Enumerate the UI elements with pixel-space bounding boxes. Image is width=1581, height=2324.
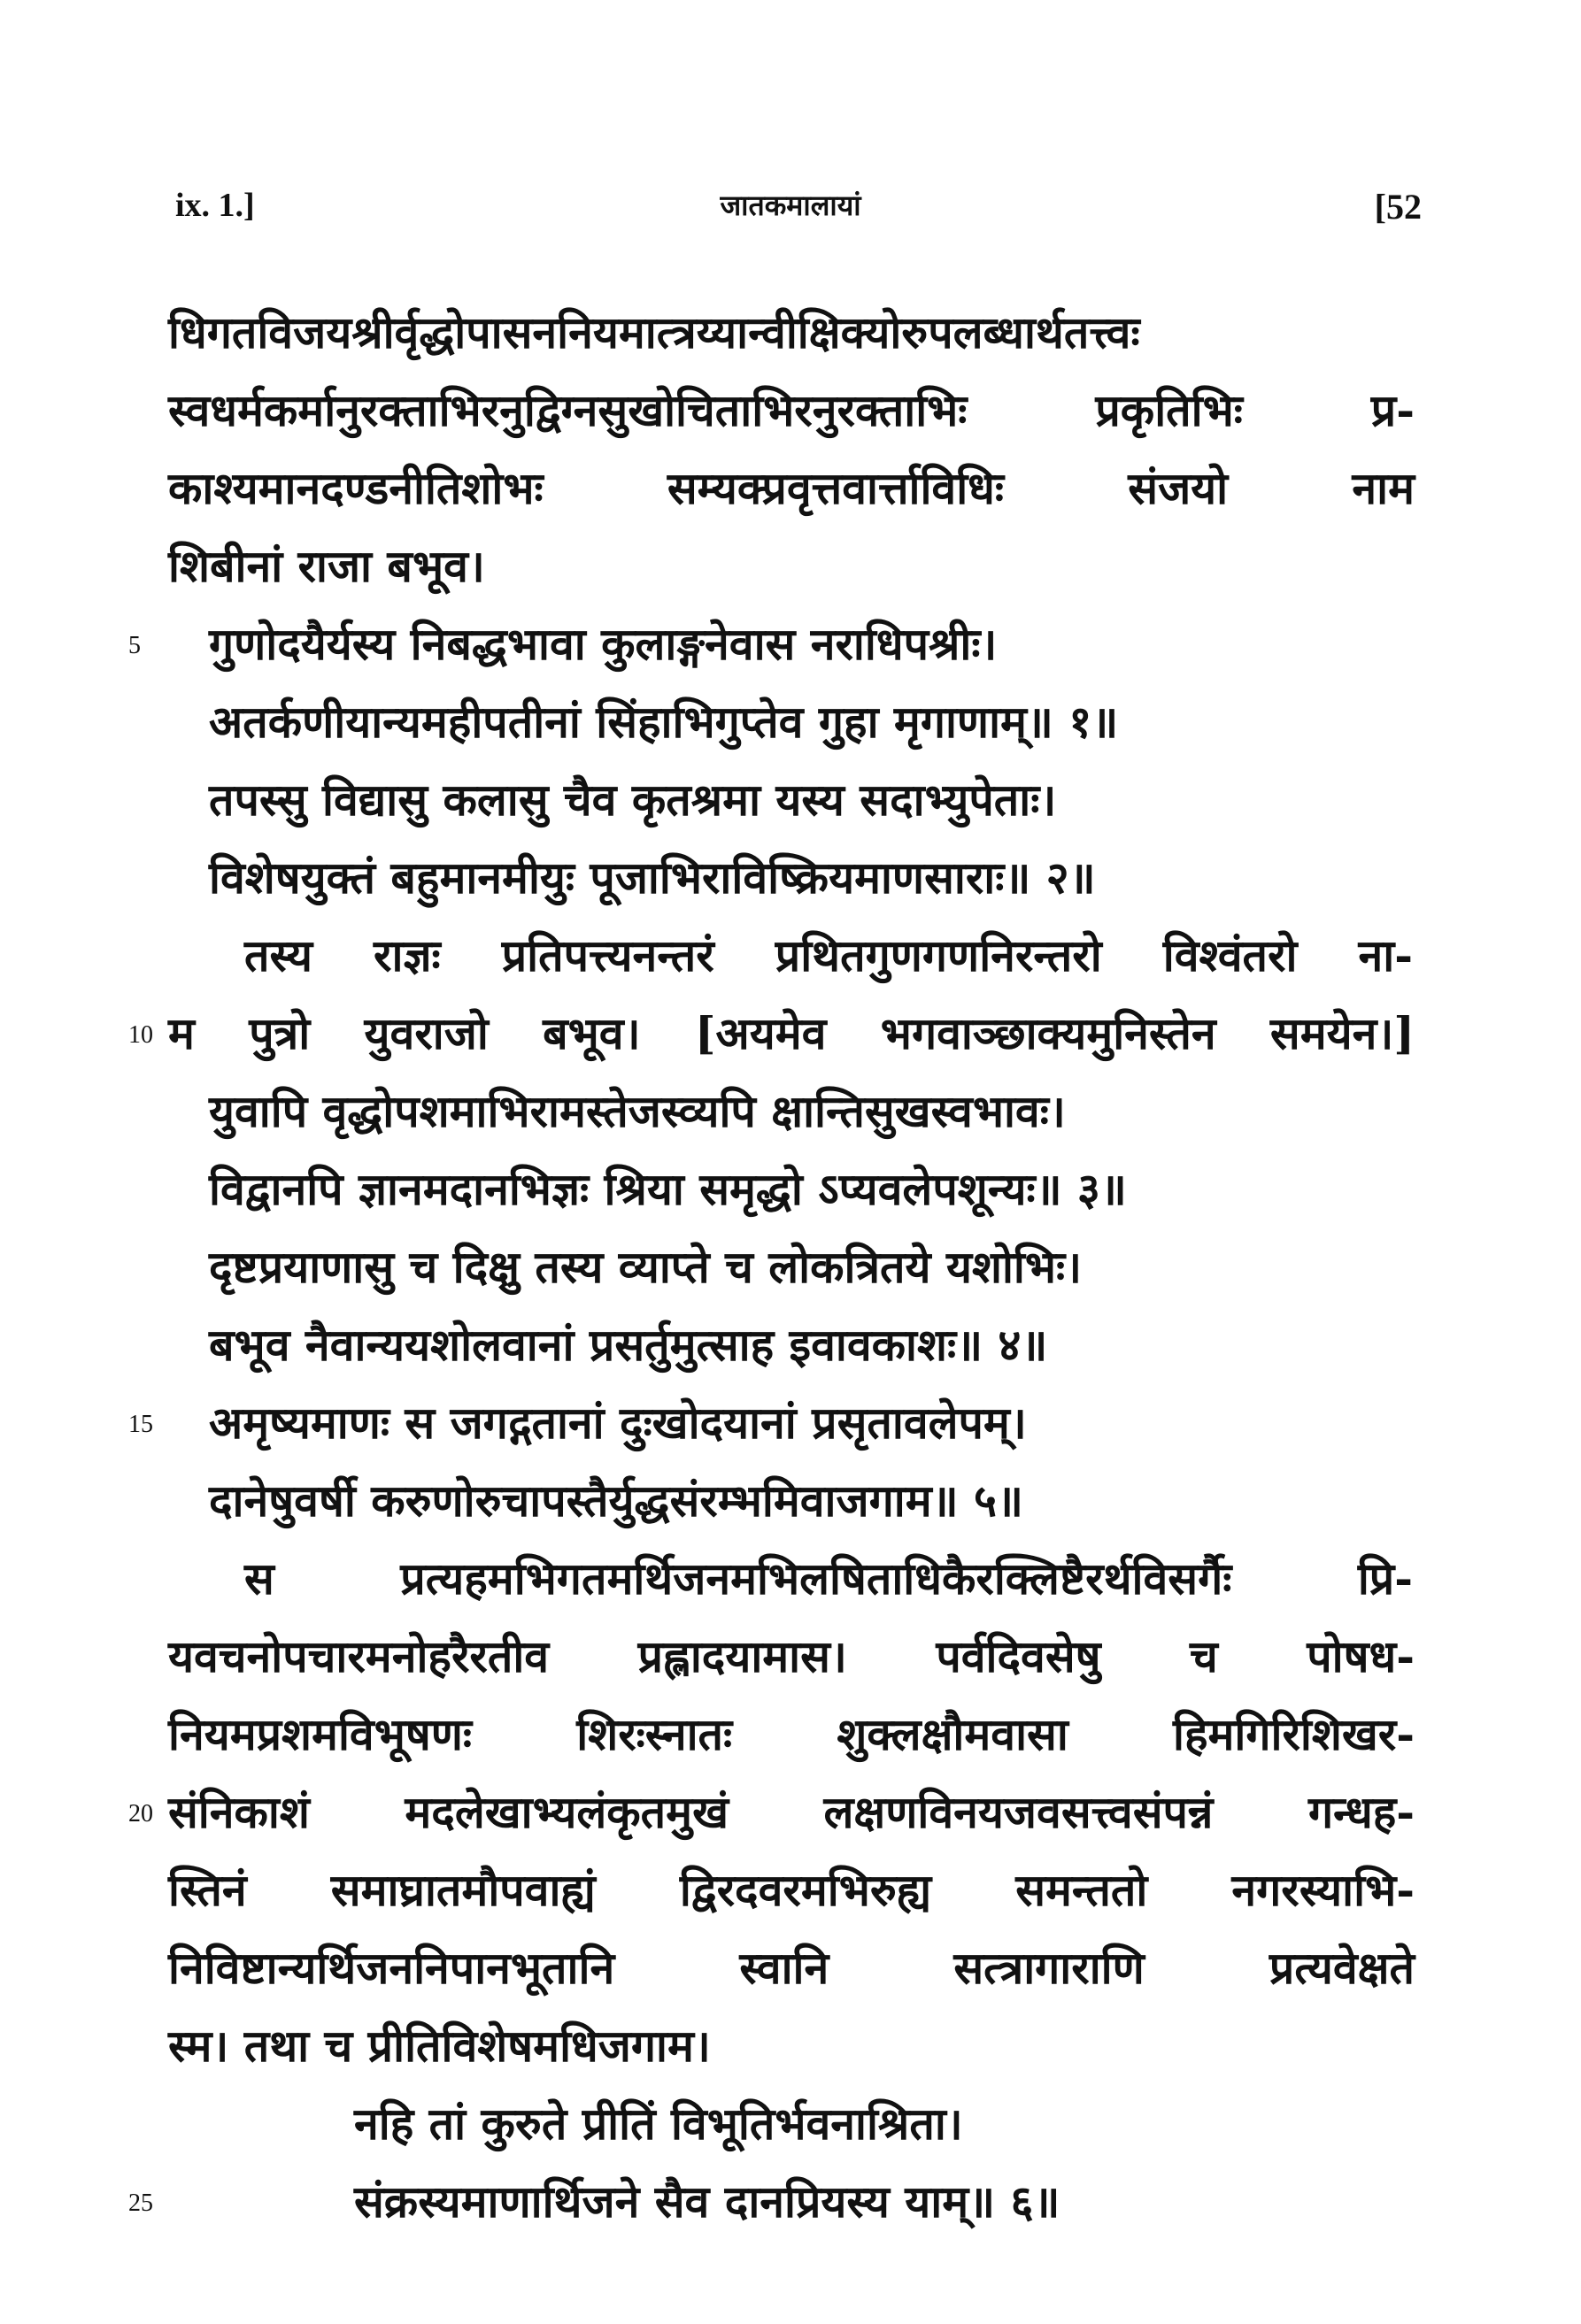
verse-line <box>0 1158 1581 1220</box>
text-line <box>0 1547 1581 1609</box>
text-line <box>0 1781 1581 1843</box>
line-text: युवापि वृद्धोपशमाभिरामस्तेजस्व्यपि क्षान्तिसुखस्वभावः। <box>209 1085 1066 1137</box>
text-line <box>0 2014 1581 2076</box>
line-text: नियमप्रशमविभूषणः शिरःस्नातः शुक्लक्षौमवासा हिमगिरिशिखर- <box>168 1708 1415 1760</box>
line-number: 5 <box>128 632 141 659</box>
line-text: स प्रत्यहमभिगतमर्थिजनमभिलषिताधिकैरक्लिष्टैरर्थविसर्गैः प्रि- <box>244 1552 1413 1604</box>
line-number: 25 <box>128 2189 153 2217</box>
verse-line <box>0 612 1581 674</box>
section-reference: ix. 1.] <box>175 187 255 224</box>
line-text: संक्रस्यमाणार्थिजने सैव दानप्रियस्य याम्॥ ६॥ <box>354 2175 1060 2228</box>
line-text: तस्य राज्ञः प्रतिपत्त्यनन्तरं प्रथितगुणगणनिरन्तरो विश्वंतरो ना- <box>244 929 1413 981</box>
text-line <box>0 1002 1581 1064</box>
running-title: जातकमालायां <box>720 189 861 221</box>
text-line <box>0 301 1581 363</box>
verse-line <box>0 1235 1581 1297</box>
verse-line <box>0 2092 1581 2154</box>
text-line <box>0 457 1581 519</box>
line-text: संनिकाशं मदलेखाभ्यलंकृतमुखं लक्षणविनयजवसत्त्वसंपन्नं गन्धह- <box>168 1786 1415 1838</box>
line-number: 10 <box>128 1021 153 1049</box>
page-number: [52 <box>1374 187 1422 227</box>
line-text: म पुत्रो युवराजो बभूव। [अयमेव भगवाञ्छाक्यमुनिस्तेन समयेन।] <box>168 1007 1415 1059</box>
line-text: नहि तां कुरुते प्रीतिं विभूतिर्भवनाश्रिता। <box>354 2097 963 2150</box>
text-line <box>0 1625 1581 1687</box>
verse-line <box>0 1080 1581 1142</box>
line-text: स्वधर्मकर्मानुरक्ताभिरनुद्विग्नसुखोचिताभिरनुरक्ताभिः प्रकृतिभिः प्र- <box>168 384 1415 436</box>
line-text: गुणोदयैर्यस्य निबद्धभावा कुलाङ्गनेवास नराधिपश्रीः। <box>209 618 998 670</box>
text-line <box>0 379 1581 441</box>
line-text: दानेषुवर्षी करुणोरुचापस्तैर्युद्धसंरम्भमिवाजगाम॥ ५॥ <box>209 1474 1023 1527</box>
text-line <box>0 535 1581 596</box>
verse-line <box>0 2170 1581 2232</box>
line-text: तपस्सु विद्यासु कलासु चैव कृतश्रमा यस्य सदाभ्युपेताः। <box>209 773 1057 826</box>
line-text: स्तिनं समाघ्रातमौपवाह्यं द्विरदवरमभिरुह्य समन्ततो नगरस्याभि- <box>168 1864 1415 1916</box>
verse-line <box>0 1391 1581 1453</box>
page-header <box>0 186 1581 239</box>
line-text: काश्यमानदण्डनीतिशोभः सम्यक्प्रवृत्तवार्त्ताविधिः संजयो नाम <box>168 462 1415 514</box>
text-line <box>0 924 1581 986</box>
verse-line <box>0 690 1581 752</box>
verse-line <box>0 846 1581 908</box>
line-text: विशेषयुक्तं बहुमानमीयुः पूजाभिराविष्क्रियमाणसाराः॥ २॥ <box>209 851 1096 904</box>
line-text: बभूव नैवान्ययशोलवानां प्रसर्तुमुत्साह इवावकाशः॥ ४॥ <box>209 1319 1048 1371</box>
verse-line <box>0 768 1581 830</box>
text-line <box>0 1936 1581 1998</box>
line-number: 15 <box>128 1411 153 1438</box>
line-text: अतर्कणीयान्यमहीपतीनां सिंहाभिगुप्तेव गुहा मृगाणाम्॥ १॥ <box>209 696 1119 748</box>
line-text: निविष्टान्यर्थिजननिपानभूतानि स्वानि सत्त्रागाराणि प्रत्यवेक्षते <box>168 1942 1415 1994</box>
line-text: विद्वानपि ज्ञानमदानभिज्ञः श्रिया समृद्धो ऽप्यवलेपशून्यः॥ ३॥ <box>209 1163 1127 1215</box>
line-text: शिबीनां राजा बभूव। <box>168 540 485 592</box>
verse-line <box>0 1313 1581 1375</box>
line-text: धिगतविजयश्रीर्वृद्धोपासननियमात्त्रय्यान्वीक्षिक्योरुपलब्धार्थतत्त्वः <box>168 306 1140 358</box>
text-line <box>0 1703 1581 1765</box>
line-text: दृष्टप्रयाणासु च दिक्षु तस्य व्याप्ते च लोकत्रितये यशोभिः। <box>209 1241 1083 1293</box>
text-line <box>0 1858 1581 1920</box>
verse-line <box>0 1469 1581 1531</box>
line-number: 20 <box>128 1800 153 1828</box>
line-text: यवचनोपचारमनोहरैरतीव प्रह्लादयामास। पर्वदिवसेषु च पोषध- <box>168 1630 1415 1682</box>
line-text: अमृष्यमाणः स जगद्गतानां दुःखोदयानां प्रसृतावलेपम्। <box>209 1397 1027 1449</box>
line-text: स्म। तथा च प्रीतिविशेषमधिजगाम। <box>168 2020 711 2072</box>
